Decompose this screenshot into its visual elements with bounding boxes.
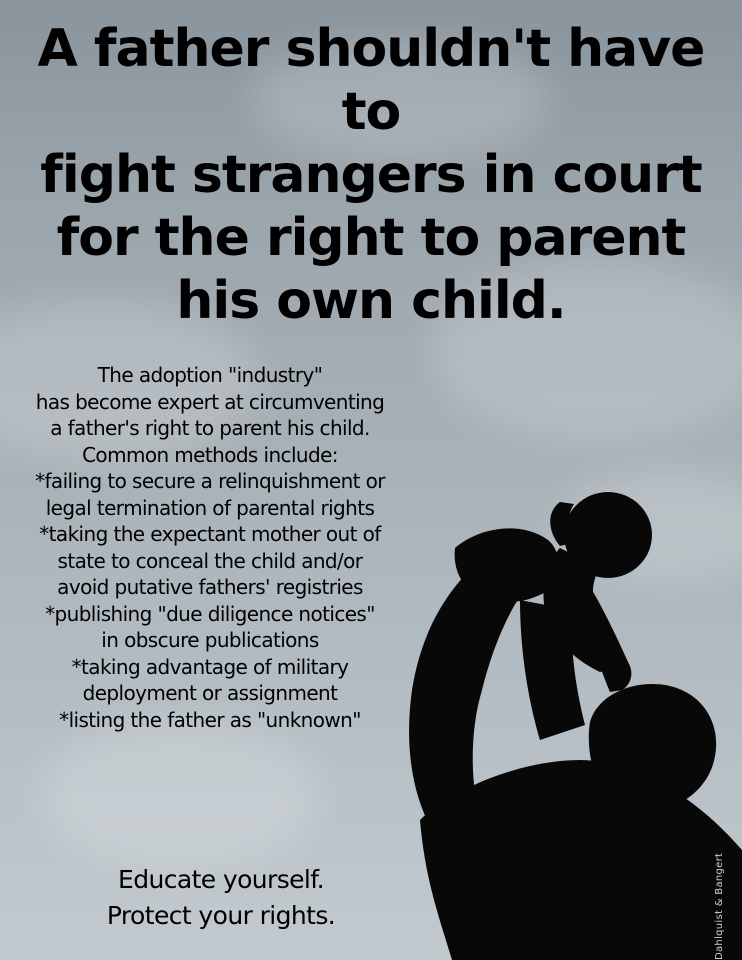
- headline-line: his own child.: [176, 271, 566, 331]
- body-line: has become expert at circumventing: [35, 389, 385, 414]
- silhouette-group: [409, 492, 742, 960]
- body-line: *taking the expectant mother out of: [39, 522, 381, 546]
- credit-text: Dahlquist & Bangert: [714, 852, 725, 960]
- body-line: Common methods include:: [82, 442, 338, 467]
- body-line: *listing the father as "unknown": [59, 707, 361, 732]
- tagline-line: Protect your rights.: [106, 901, 336, 930]
- body-line: *publishing "due diligence notices": [45, 601, 375, 626]
- body-line: a father's right to parent his child.: [50, 416, 370, 440]
- body-line: *taking advantage of military: [71, 654, 349, 679]
- body-line: state to conceal the child and/or: [57, 548, 363, 573]
- headline-line: A father shouldn't have to: [37, 19, 705, 142]
- headline: [0, 18, 742, 333]
- body-line: in obscure publications: [101, 628, 319, 652]
- tagline: [0, 862, 442, 934]
- body-text: [0, 362, 420, 733]
- body-line: The adoption "industry": [97, 363, 323, 387]
- body-line: avoid putative fathers' registries: [57, 575, 363, 599]
- body-line: *failing to secure a relinquishment or: [35, 469, 385, 493]
- body-line: legal termination of parental rights: [45, 495, 375, 520]
- body-line: deployment or assignment: [82, 681, 338, 705]
- tagline-line: Educate yourself.: [118, 865, 324, 894]
- headline-line: for the right to parent: [56, 208, 686, 268]
- baby-arm: [590, 590, 631, 692]
- headline-line: fight strangers in court: [40, 145, 702, 205]
